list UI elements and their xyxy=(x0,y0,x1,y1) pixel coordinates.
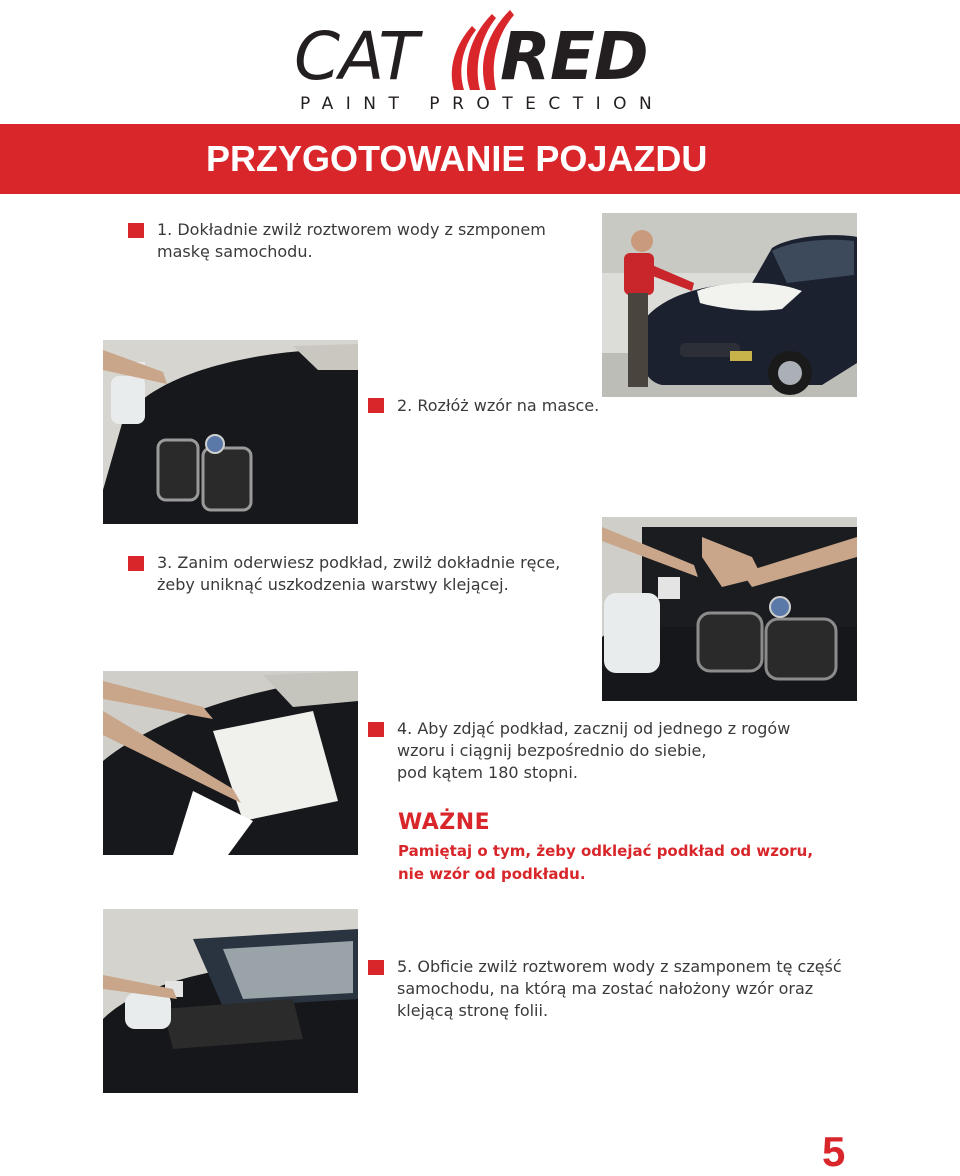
title-banner xyxy=(0,124,960,194)
step-5-text: 5. Obficie zwilż roztworem wody z szamponem tę część samochodu, na którą ma zostać nałożony wzór oraz klejącą stronę folii. xyxy=(397,957,842,1020)
photo-wetting-hood xyxy=(103,340,358,524)
important-text: Pamiętaj o tym, żeby odklejać podkład od wzoru, nie wzór od podkładu. xyxy=(398,842,814,883)
photo-wetting-area xyxy=(103,909,358,1093)
brand-logo xyxy=(290,6,670,118)
step-3-text: 3. Zanim oderwiesz podkład, zwilż dokładnie ręce, żeby uniknąć uszkodzenia warstwy klejącej. xyxy=(157,553,561,594)
brand-tagline: PAINT PROTECTION xyxy=(300,94,665,114)
brand-name-left: CAT xyxy=(294,18,418,95)
page-number: 5 xyxy=(822,1128,846,1175)
step-2-bullet xyxy=(368,398,384,413)
photo-spreading-pattern xyxy=(602,213,857,397)
step-3-bullet xyxy=(128,556,144,571)
step-1-text: 1. Dokładnie zwilż roztworem wody z szmponem maskę samochodu. xyxy=(157,220,546,261)
step-4-bullet xyxy=(368,722,384,737)
step-2-text: 2. Rozłóż wzór na masce. xyxy=(397,396,600,415)
important-heading: WAŻNE xyxy=(398,810,491,835)
photo-peeling-backing xyxy=(103,671,358,855)
photo-wetting-hands xyxy=(602,517,857,701)
brand-name-right: RED xyxy=(500,18,648,95)
step-4-text: 4. Aby zdjąć podkład, zacznij od jednego z rogów wzoru i ciągnij bezpośrednio do siebie, pod kątem 180 stopni. xyxy=(397,719,791,782)
step-1-bullet xyxy=(128,223,144,238)
step-5-bullet xyxy=(368,960,384,975)
page-title: PRZYGOTOWANIE POJAZDU xyxy=(206,138,708,179)
